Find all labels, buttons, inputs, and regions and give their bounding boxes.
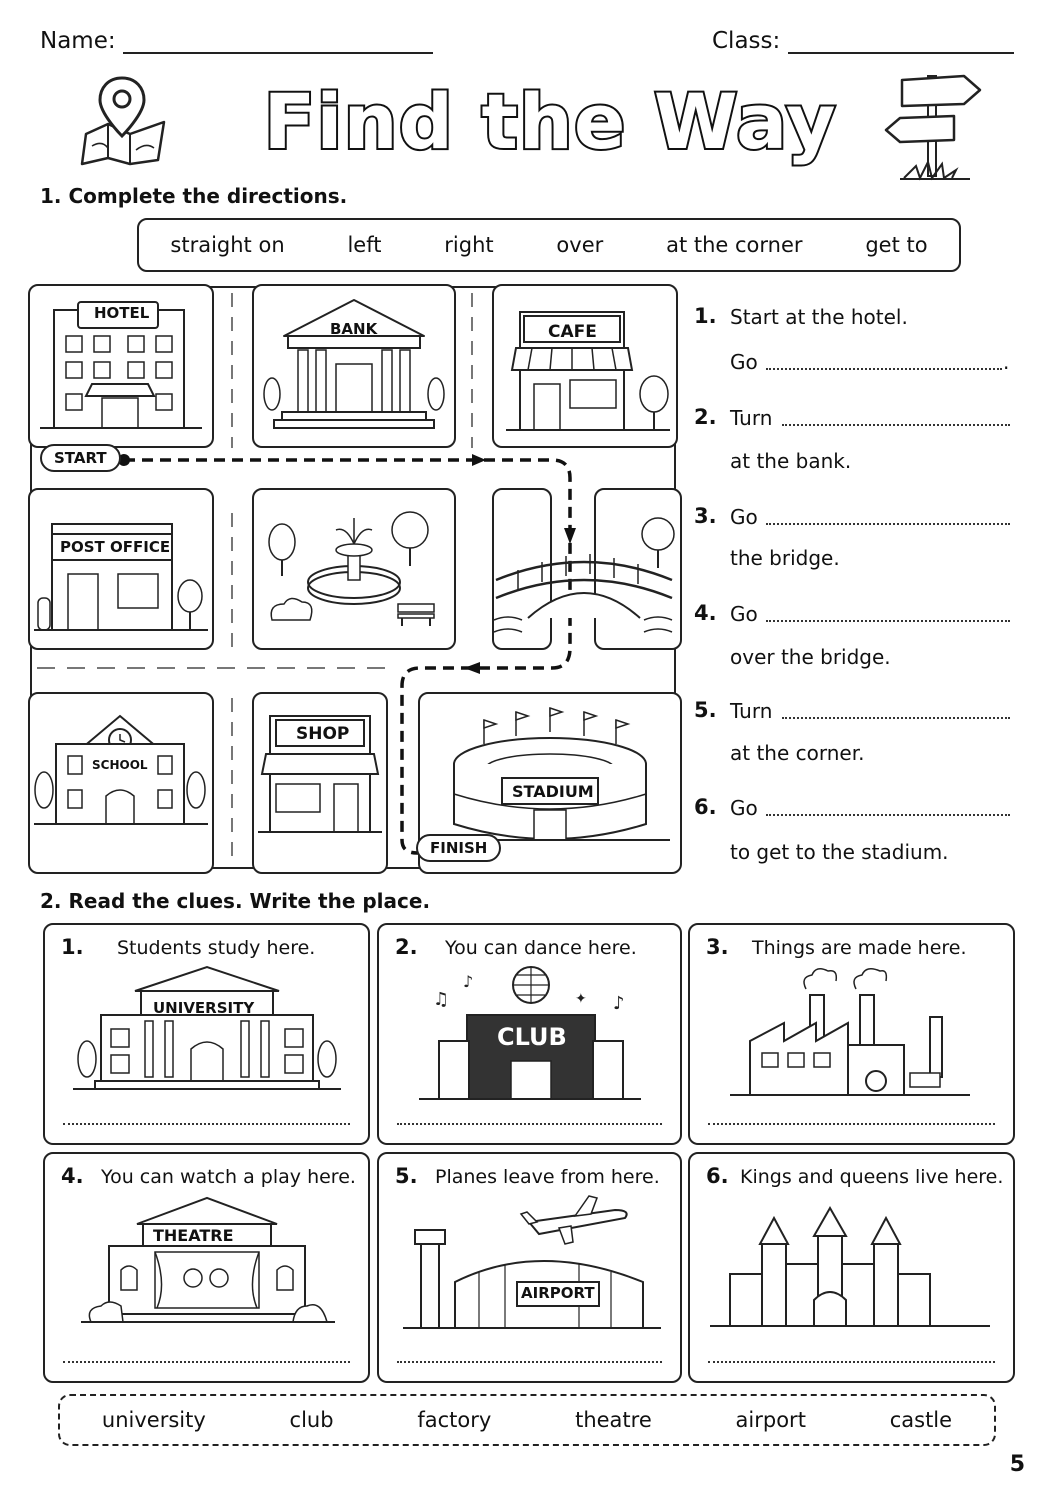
- school-label: SCHOOL: [92, 758, 148, 772]
- town-map: [30, 286, 676, 869]
- airport-icon: [379, 1154, 680, 1381]
- direction-2-answer[interactable]: [782, 424, 1010, 426]
- svg-text:✦: ✦: [575, 991, 587, 1007]
- clue-3-text: Things are made here.: [752, 937, 967, 959]
- cafe-label: CAFE: [548, 322, 597, 342]
- word-right: right: [444, 233, 494, 257]
- clue-1-number: 1.: [61, 935, 84, 959]
- direction-6-go: Go: [730, 796, 758, 820]
- clue-2-text: You can dance here.: [445, 937, 637, 959]
- clue-3-answer[interactable]: [708, 1123, 995, 1125]
- bank-block: [252, 284, 456, 448]
- direction-4-answer[interactable]: [766, 620, 1010, 622]
- direction-3-go: Go: [730, 505, 758, 529]
- hotel-label: HOTEL: [94, 304, 150, 322]
- post-office-label: POST OFFICE: [60, 538, 171, 556]
- class-field[interactable]: [788, 52, 1014, 54]
- clue-2-answer[interactable]: [397, 1123, 662, 1125]
- clue-card-1: [43, 923, 370, 1145]
- direction-3-number: 3.: [694, 504, 717, 528]
- section2-heading: 2. Read the clues. Write the place.: [40, 889, 431, 913]
- word-straight-on: straight on: [170, 233, 285, 257]
- direction-5-line2: at the corner.: [730, 741, 865, 765]
- direction-1-number: 1.: [694, 304, 717, 328]
- page-title: [263, 70, 837, 178]
- word-left: left: [347, 233, 382, 257]
- shop-block: [252, 692, 388, 874]
- direction-3-answer[interactable]: [766, 523, 1010, 525]
- clue-card-4: [43, 1152, 370, 1383]
- direction-4-line2: over the bridge.: [730, 645, 891, 669]
- bank-word-airport: airport: [735, 1408, 806, 1432]
- signpost-icon: [880, 66, 990, 184]
- clue-6-number: 6.: [706, 1164, 729, 1188]
- bank-label: BANK: [330, 320, 378, 338]
- airport-sign: AIRPORT: [521, 1284, 595, 1302]
- direction-2-number: 2.: [694, 405, 717, 429]
- bank-word-castle: castle: [889, 1408, 953, 1432]
- clue-5-number: 5.: [395, 1164, 418, 1188]
- cafe-block: [492, 284, 678, 448]
- start-tag: START: [40, 444, 121, 472]
- direction-5-answer[interactable]: [782, 717, 1010, 719]
- direction-3-line2: the bridge.: [730, 546, 840, 570]
- bank-word-factory: factory: [417, 1408, 492, 1432]
- direction-1-answer[interactable]: [766, 368, 1002, 370]
- hotel-block: [28, 284, 214, 448]
- clue-4-text: You can watch a play here.: [101, 1166, 356, 1188]
- direction-2-turn: Turn: [730, 406, 773, 430]
- clue-1-answer[interactable]: [63, 1123, 350, 1125]
- bank-word-club: club: [289, 1408, 334, 1432]
- clue-5-text: Planes leave from here.: [435, 1166, 660, 1188]
- direction-2-line2: at the bank.: [730, 449, 852, 473]
- castle-icon: [690, 1154, 1013, 1381]
- direction-4-go: Go: [730, 602, 758, 626]
- shop-label: SHOP: [296, 724, 350, 744]
- direction-5-turn: Turn: [730, 699, 773, 723]
- clue-card-2: [377, 923, 682, 1145]
- clue-5-answer[interactable]: [397, 1361, 662, 1363]
- clue-card-6: [688, 1152, 1015, 1383]
- direction-word-box: [137, 218, 961, 272]
- place-word-bank: [58, 1394, 996, 1446]
- word-at-the-corner: at the corner: [666, 233, 803, 257]
- map-pin-icon: [78, 72, 173, 167]
- page-number: 5: [1009, 1452, 1025, 1477]
- bank-word-theatre: theatre: [575, 1408, 652, 1432]
- school-block: [28, 692, 214, 874]
- direction-5-number: 5.: [694, 698, 717, 722]
- clue-4-number: 4.: [61, 1164, 84, 1188]
- direction-4-number: 4.: [694, 601, 717, 625]
- word-get-to: get to: [865, 233, 928, 257]
- word-over: over: [556, 233, 604, 257]
- clue-1-text: Students study here.: [117, 937, 316, 959]
- name-field[interactable]: [123, 52, 433, 54]
- direction-6-number: 6.: [694, 795, 717, 819]
- post-office-block: [28, 488, 214, 650]
- theatre-icon: [45, 1154, 368, 1381]
- class-label: Class:: [712, 28, 781, 54]
- clue-3-number: 3.: [706, 935, 729, 959]
- direction-6-answer[interactable]: [766, 814, 1010, 816]
- clue-6-text: Kings and queens live here.: [740, 1166, 1004, 1188]
- section1-heading: 1. Complete the directions.: [40, 184, 348, 208]
- clue-6-answer[interactable]: [708, 1361, 995, 1363]
- fountain-icon: [254, 490, 454, 648]
- svg-text:♫: ♫: [433, 989, 450, 1010]
- stadium-label: STADIUM: [512, 782, 594, 801]
- bridge-icon: [488, 508, 680, 648]
- direction-1-period: .: [1003, 350, 1010, 374]
- direction-6-line2: to get to the stadium.: [730, 840, 949, 864]
- clue-2-number: 2.: [395, 935, 418, 959]
- page-title-text: Find the Way: [263, 77, 837, 166]
- university-sign: UNIVERSITY: [153, 999, 255, 1017]
- club-sign: CLUB: [497, 1023, 567, 1051]
- clue-card-3: [688, 923, 1015, 1145]
- park-block: [252, 488, 456, 650]
- name-label: Name:: [40, 28, 116, 54]
- direction-1-go: Go: [730, 350, 758, 374]
- finish-tag: FINISH: [416, 834, 501, 862]
- clue-card-5: [377, 1152, 682, 1383]
- direction-1-line1: Start at the hotel.: [730, 305, 908, 329]
- svg-text:♪: ♪: [463, 972, 474, 991]
- bank-word-university: university: [101, 1408, 206, 1432]
- clue-4-answer[interactable]: [63, 1361, 350, 1363]
- svg-text:♪: ♪: [613, 993, 625, 1014]
- theatre-sign: THEATRE: [153, 1226, 234, 1245]
